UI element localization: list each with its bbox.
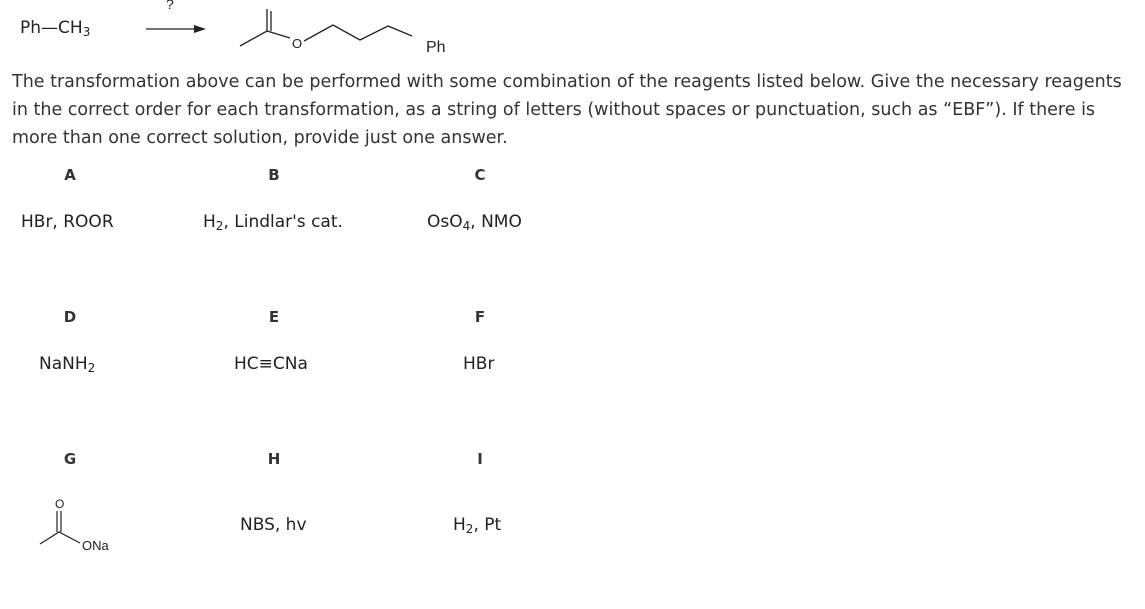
question-text: The transformation above can be performed with some combination of the reagents listed below. Give the necessary reagents in the correct order for each transformation, as a string of letters (without spaces or punctuation, such as “EBF”). If there is more than one correct solution, provide just one answer. xyxy=(12,72,1122,148)
reagent-b xyxy=(203,212,343,233)
reagent-letter-d: D xyxy=(63,308,77,326)
reagent-d-sub: 2 xyxy=(87,361,96,375)
reagent-b-pre: H xyxy=(203,212,216,232)
reagent-i xyxy=(453,515,501,536)
reactant-subscript: 3 xyxy=(82,25,91,39)
reagent-f: HBr xyxy=(463,354,495,374)
reagent-h: NBS, hv xyxy=(240,515,307,535)
reactant-formula xyxy=(20,18,90,39)
reagent-letter-g: G xyxy=(63,450,77,468)
reagent-letter-e: E xyxy=(268,308,280,326)
reagent-a: HBr, ROOR xyxy=(21,212,114,232)
arrow-label: ? xyxy=(166,0,174,12)
reagent-c xyxy=(427,212,522,233)
reagent-c-sub: 4 xyxy=(462,219,471,233)
reactant-text: Ph—CH xyxy=(20,18,83,38)
product-ph: Ph xyxy=(426,39,446,56)
reagent-g-carbonyl-o: O xyxy=(55,497,65,511)
product-skeleton xyxy=(240,31,290,46)
reagent-g-ona: ONa xyxy=(82,538,109,553)
reagent-letter-i: I xyxy=(477,450,483,468)
reagent-letter-b: B xyxy=(268,166,280,184)
reagent-g-skeleton xyxy=(40,532,80,544)
reagent-d-pre: NaNH xyxy=(39,354,88,374)
reagent-letter-f: F xyxy=(474,308,486,326)
reagent-e: HC≡CNa xyxy=(234,354,308,374)
reagent-letter-a: A xyxy=(64,166,76,184)
reagent-letter-c: C xyxy=(474,166,486,184)
reagent-g-structure xyxy=(36,494,126,556)
reagent-c-post: , NMO xyxy=(470,212,522,232)
reagent-i-post: , Pt xyxy=(473,515,502,535)
reagent-letter-h: H xyxy=(267,450,281,468)
product-chain xyxy=(304,25,412,41)
reagent-i-pre: H xyxy=(453,515,466,535)
reagent-b-post: , Lindlar's cat. xyxy=(223,212,343,232)
reaction-arrowhead xyxy=(194,25,206,33)
reagent-b-sub: 2 xyxy=(215,219,224,233)
product-oxygen: O xyxy=(292,36,303,51)
reagent-i-sub: 2 xyxy=(465,522,474,536)
reaction-scheme xyxy=(130,0,470,62)
reagent-c-pre: OsO xyxy=(427,212,463,232)
reagent-d xyxy=(39,354,95,375)
